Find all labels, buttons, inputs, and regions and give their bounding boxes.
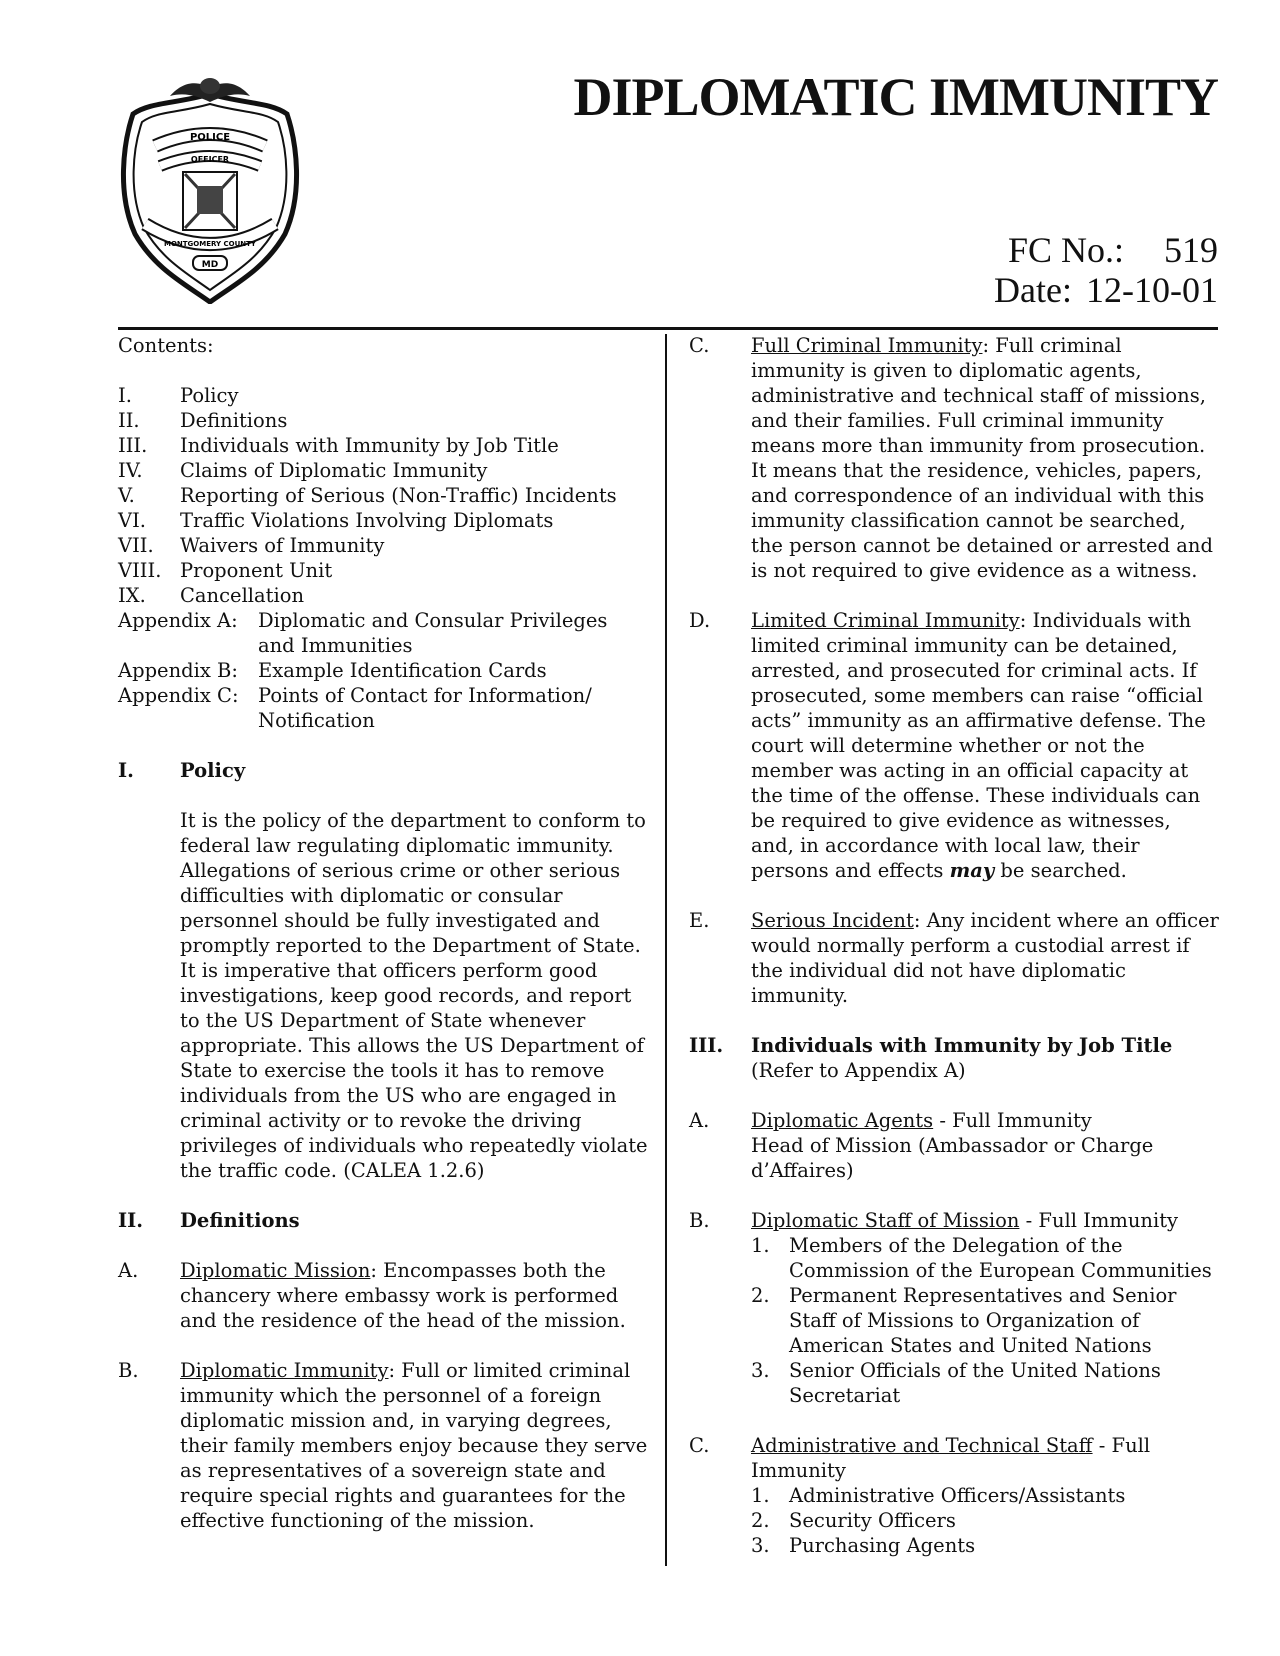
sub-list-item: 1. Administrative Officers/Assistants bbox=[751, 1484, 1126, 1507]
date-value: 12-10-01 bbox=[1086, 270, 1218, 310]
job-title-term: Administrative and Technical Staff bbox=[751, 1434, 1093, 1457]
contents-label: Contents: bbox=[118, 334, 214, 357]
document-title: DIPLOMATIC IMMUNITY bbox=[573, 67, 1218, 127]
badge-text-police: POLICE bbox=[189, 132, 231, 143]
date-row bbox=[994, 270, 1218, 310]
badge-text-county: MONTGOMERY COUNTY bbox=[164, 240, 256, 248]
contents-item: VI. Traffic Violations Involving Diplomats bbox=[118, 509, 554, 532]
contents-list bbox=[118, 383, 648, 733]
contents-item: V. Reporting of Serious (Non-Traffic) Incidents bbox=[118, 484, 617, 507]
appendix-item: Appendix A: Diplomatic and Consular Privileges and Immunities bbox=[118, 609, 608, 657]
definition-item: A. Diplomatic Mission: Encompasses both the chancery where embassy work is performed and the residence of the head of the mission. bbox=[118, 1259, 626, 1332]
appendix-item: Appendix B: Example Identification Cards bbox=[118, 659, 547, 682]
contents-item: IV. Claims of Diplomatic Immunity bbox=[118, 459, 488, 482]
sub-list-item: 3. Senior Officials of the United Nations Secretariat bbox=[751, 1359, 1161, 1407]
section-heading-job-title: III. Individuals with Immunity by Job Title (Refer to Appendix A) bbox=[689, 1034, 1173, 1082]
sub-list-item: 3. Purchasing Agents bbox=[751, 1534, 976, 1557]
emphasis-may: may bbox=[949, 859, 995, 882]
section-subheading: (Refer to Appendix A) bbox=[751, 1059, 966, 1082]
definition-item: D. Limited Criminal Immunity: Individuals with limited criminal immunity can be detained, arrested, and prosecuted for criminal acts. If prosecuted, some members can raise “official acts” immunity as an affirmative defense. The court will determine whether or not the member was acting in an official capacity at the time of the offense. These individuals can be required to give evidence as witnesses, and, in accordance with local law, their persons and effects may be searched. bbox=[689, 609, 1206, 882]
contents-item: III. Individuals with Immunity by Job Title bbox=[118, 434, 559, 457]
definition-item: C. Full Criminal Immunity: Full criminal immunity is given to diplomatic agents, administrative and technical staff of missions, and their families. Full criminal immunity means more than immunity from prosecution. It means that the residence, vehicles, papers, and correspondence of an individual with this immunity classification cannot be searched, the person cannot be detained or arrested and is not required to give evidence as a witness. bbox=[689, 334, 1213, 582]
document-meta bbox=[994, 230, 1218, 310]
column-divider bbox=[665, 334, 667, 1566]
definition-term: Diplomatic Mission bbox=[180, 1259, 371, 1282]
definition-term: Limited Criminal Immunity bbox=[751, 609, 1020, 632]
police-badge-logo bbox=[115, 74, 305, 304]
definition-item: B. Diplomatic Immunity: Full or limited criminal immunity which the personnel of a foreign diplomatic mission and, in varying degrees, their family members enjoy because they serve as representatives of a sovereign state and require special rights and guarantees for the effective functioning of the mission. bbox=[118, 1359, 648, 1532]
contents-item: I. Policy bbox=[118, 384, 239, 407]
fc-number-label: FC No.: bbox=[1007, 230, 1124, 270]
badge-text-md: MD bbox=[201, 260, 219, 270]
section-heading-policy: I. Policy bbox=[118, 759, 246, 782]
job-title-item: C. Administrative and Technical Staff - Full Immunity 1. Administrative Officers/Assistants 2. Security Officers 3. Purchasing Agents bbox=[689, 1433, 1219, 1558]
definition-item: E. Serious Incident: Any incident where an officer would normally perform a custodial arrest if the individual did not have diplomatic immunity. bbox=[689, 909, 1219, 1007]
job-title-term: Diplomatic Staff of Mission bbox=[751, 1209, 1020, 1232]
right-column bbox=[689, 333, 1219, 1558]
badge-text-officer: OFFICER bbox=[190, 155, 230, 164]
sub-list-item: 1. Members of the Delegation of the Commission of the European Communities bbox=[751, 1234, 1212, 1282]
definition-term: Serious Incident bbox=[751, 909, 914, 932]
fc-number-value: 519 bbox=[1164, 230, 1218, 270]
left-column bbox=[118, 333, 648, 1533]
policy-paragraph: It is the policy of the department to conform to federal law regulating diplomatic immunity. Allegations of serious crime or other serious difficulties with diplomatic or consular personnel should be fully investigated and promptly reported to the Department of State. It is imperative that officers perform good investigations, keep good records, and report to the US Department of State whenever appropriate. This allows the US Department of State to exercise the tools it has to remove individuals from the US who are engaged in criminal activity or to revoke the driving privileges of individuals who repeatedly violate the traffic code. (CALEA 1.2.6) bbox=[180, 809, 648, 1182]
definition-term: Diplomatic Immunity bbox=[180, 1359, 389, 1382]
fc-number-row bbox=[994, 230, 1218, 270]
sub-list-item: 2. Security Officers bbox=[751, 1509, 956, 1532]
job-title-term: Diplomatic Agents bbox=[751, 1109, 934, 1132]
contents-item: IX. Cancellation bbox=[118, 584, 305, 607]
section-heading-definitions: II. Definitions bbox=[118, 1209, 300, 1232]
definition-term: Full Criminal Immunity bbox=[751, 334, 983, 357]
sub-list-item: 2. Permanent Representatives and Senior Staff of Missions to Organization of American States and United Nations bbox=[751, 1284, 1177, 1357]
job-title-item: B. Diplomatic Staff of Mission - Full Immunity 1. Members of the Delegation of the Commission of the European Communities 2. Permanent Representatives and Senior Staff of Missions to Organization of American States and United Nations 3. Senior Officials of the United Nations Secretariat bbox=[689, 1208, 1219, 1408]
contents-item: VIII. Proponent Unit bbox=[118, 559, 333, 582]
appendix-item: Appendix C: Points of Contact for Information/ Notification bbox=[118, 684, 592, 732]
date-label: Date: bbox=[994, 270, 1073, 310]
contents-item: II. Definitions bbox=[118, 409, 288, 432]
header-rule bbox=[118, 327, 1218, 330]
job-title-item: A. Diplomatic Agents - Full Immunity Head of Mission (Ambassador or Charge d’Affaires) bbox=[689, 1109, 1154, 1182]
contents-item: VII. Waivers of Immunity bbox=[118, 534, 385, 557]
